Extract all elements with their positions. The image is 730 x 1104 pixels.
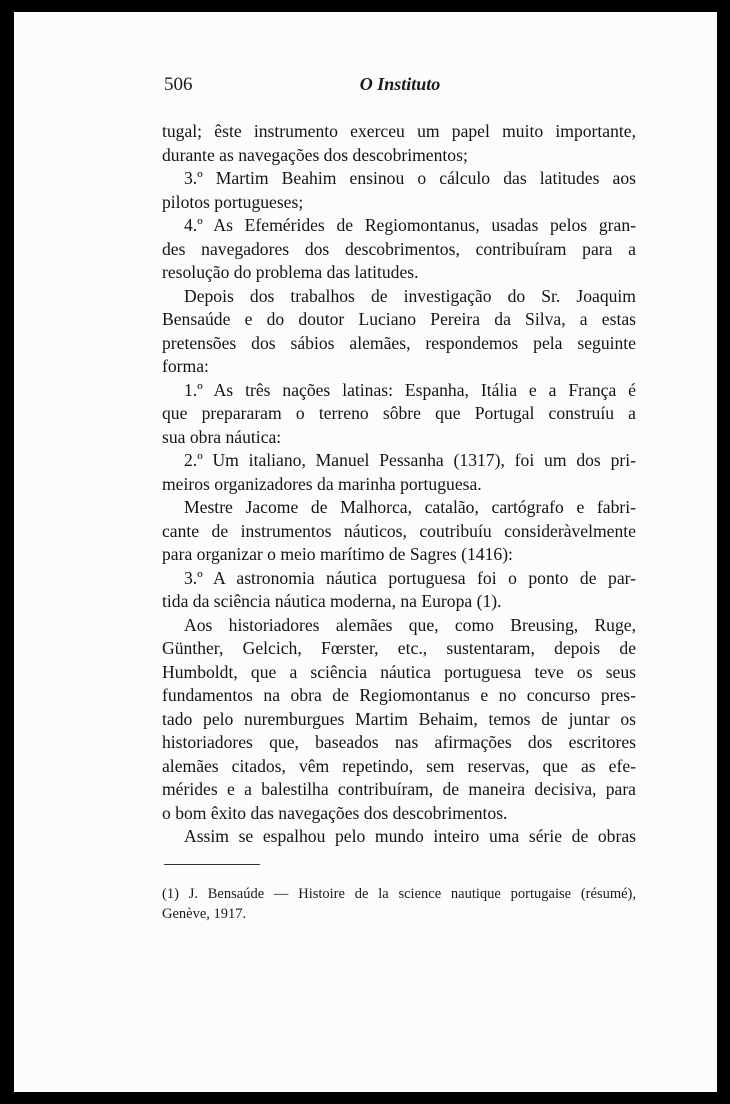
page-number: 506 (164, 74, 193, 95)
text-line: des navegadores dos descobrimentos, contribuíram para a (162, 238, 636, 259)
text-line: historiadores que, baseados nas afirmações dos escritores (162, 732, 636, 752)
text-line: tida da sciência náutica moderna, na Europa (1). (162, 591, 502, 611)
body-text (162, 120, 636, 849)
text-line: sua obra náutica: (162, 426, 282, 447)
footnote (162, 884, 636, 924)
text-line: Assim se espalhou pelo mundo inteiro uma série de obras (184, 826, 636, 846)
text-line: 3.º Martim Beahim ensinou o cálculo das latitudes aos (184, 168, 636, 188)
footnote-line: (1) J. Bensaúde — Histoire de la science nautique portugaise (résumé), (162, 886, 636, 902)
text-line: 4.º As Efemérides de Regiomontanus, usadas pelos gran- (184, 215, 636, 235)
footnote-line: Genève, 1917. (162, 906, 247, 922)
text-line: tado pelo nuremburgues Martim Behaim, temos de juntar os (162, 708, 636, 729)
text-line: 1.º As três nações latinas: Espanha, Itália e a França é (184, 379, 636, 400)
text-line: Aos historiadores alemães que, como Breusing, Ruge, (184, 614, 636, 635)
text-line: que prepararam o terreno sôbre que Portugal construíu a (162, 403, 636, 423)
text-line: o bom êxito das navegações dos descobrimentos. (162, 802, 508, 823)
text-line: pilotos portugueses; (162, 191, 304, 212)
text-line: cante de instrumentos náuticos, coutribuíu consideràvelmente (162, 520, 636, 541)
footnote-rule (164, 864, 260, 865)
text-line: Humboldt, que a sciência náutica portuguesa teve os seus (162, 661, 636, 682)
text-line: alemães citados, vêm repetindo, sem reservas, que as efe- (162, 755, 636, 776)
text-line: Günther, Gelcich, Fœrster, etc., sustentaram, depois de (162, 638, 636, 658)
text-line: Depois dos trabalhos de investigação do Sr. Joaquim (184, 285, 636, 306)
text-line: forma: (162, 356, 209, 376)
text-line: pretensões dos sábios alemães, respondemos pela seguinte (162, 332, 636, 353)
page-header (164, 74, 636, 100)
document-page (14, 12, 717, 1092)
text-line: resolução do problema das latitudes. (162, 262, 419, 282)
text-line: Bensaúde e do doutor Luciano Pereira da Silva, a estas (162, 309, 636, 329)
text-line: Mestre Jacome de Malhorca, catalão, cartógrafo e fabri- (184, 497, 636, 517)
text-line: para organizar o meio marítimo de Sagres (1416): (162, 544, 513, 564)
text-line: durante as navegações dos descobrimentos; (162, 144, 468, 165)
running-title: O Instituto (359, 74, 441, 94)
text-line: mérides e a balestilha contribuíram, de maneira decisiva, para (162, 779, 636, 799)
text-line: meiros organizadores da marinha portuguesa. (162, 473, 482, 494)
text-line: 3.º A astronomia náutica portuguesa foi o ponto de par- (184, 567, 636, 588)
text-line: 2.º Um italiano, Manuel Pessanha (1317), foi um dos pri- (184, 450, 636, 470)
text-line: fundamentos na obra de Regiomontanus e no concurso pres- (162, 685, 636, 705)
text-line: tugal; êste instrumento exerceu um papel muito importante, (162, 121, 636, 141)
